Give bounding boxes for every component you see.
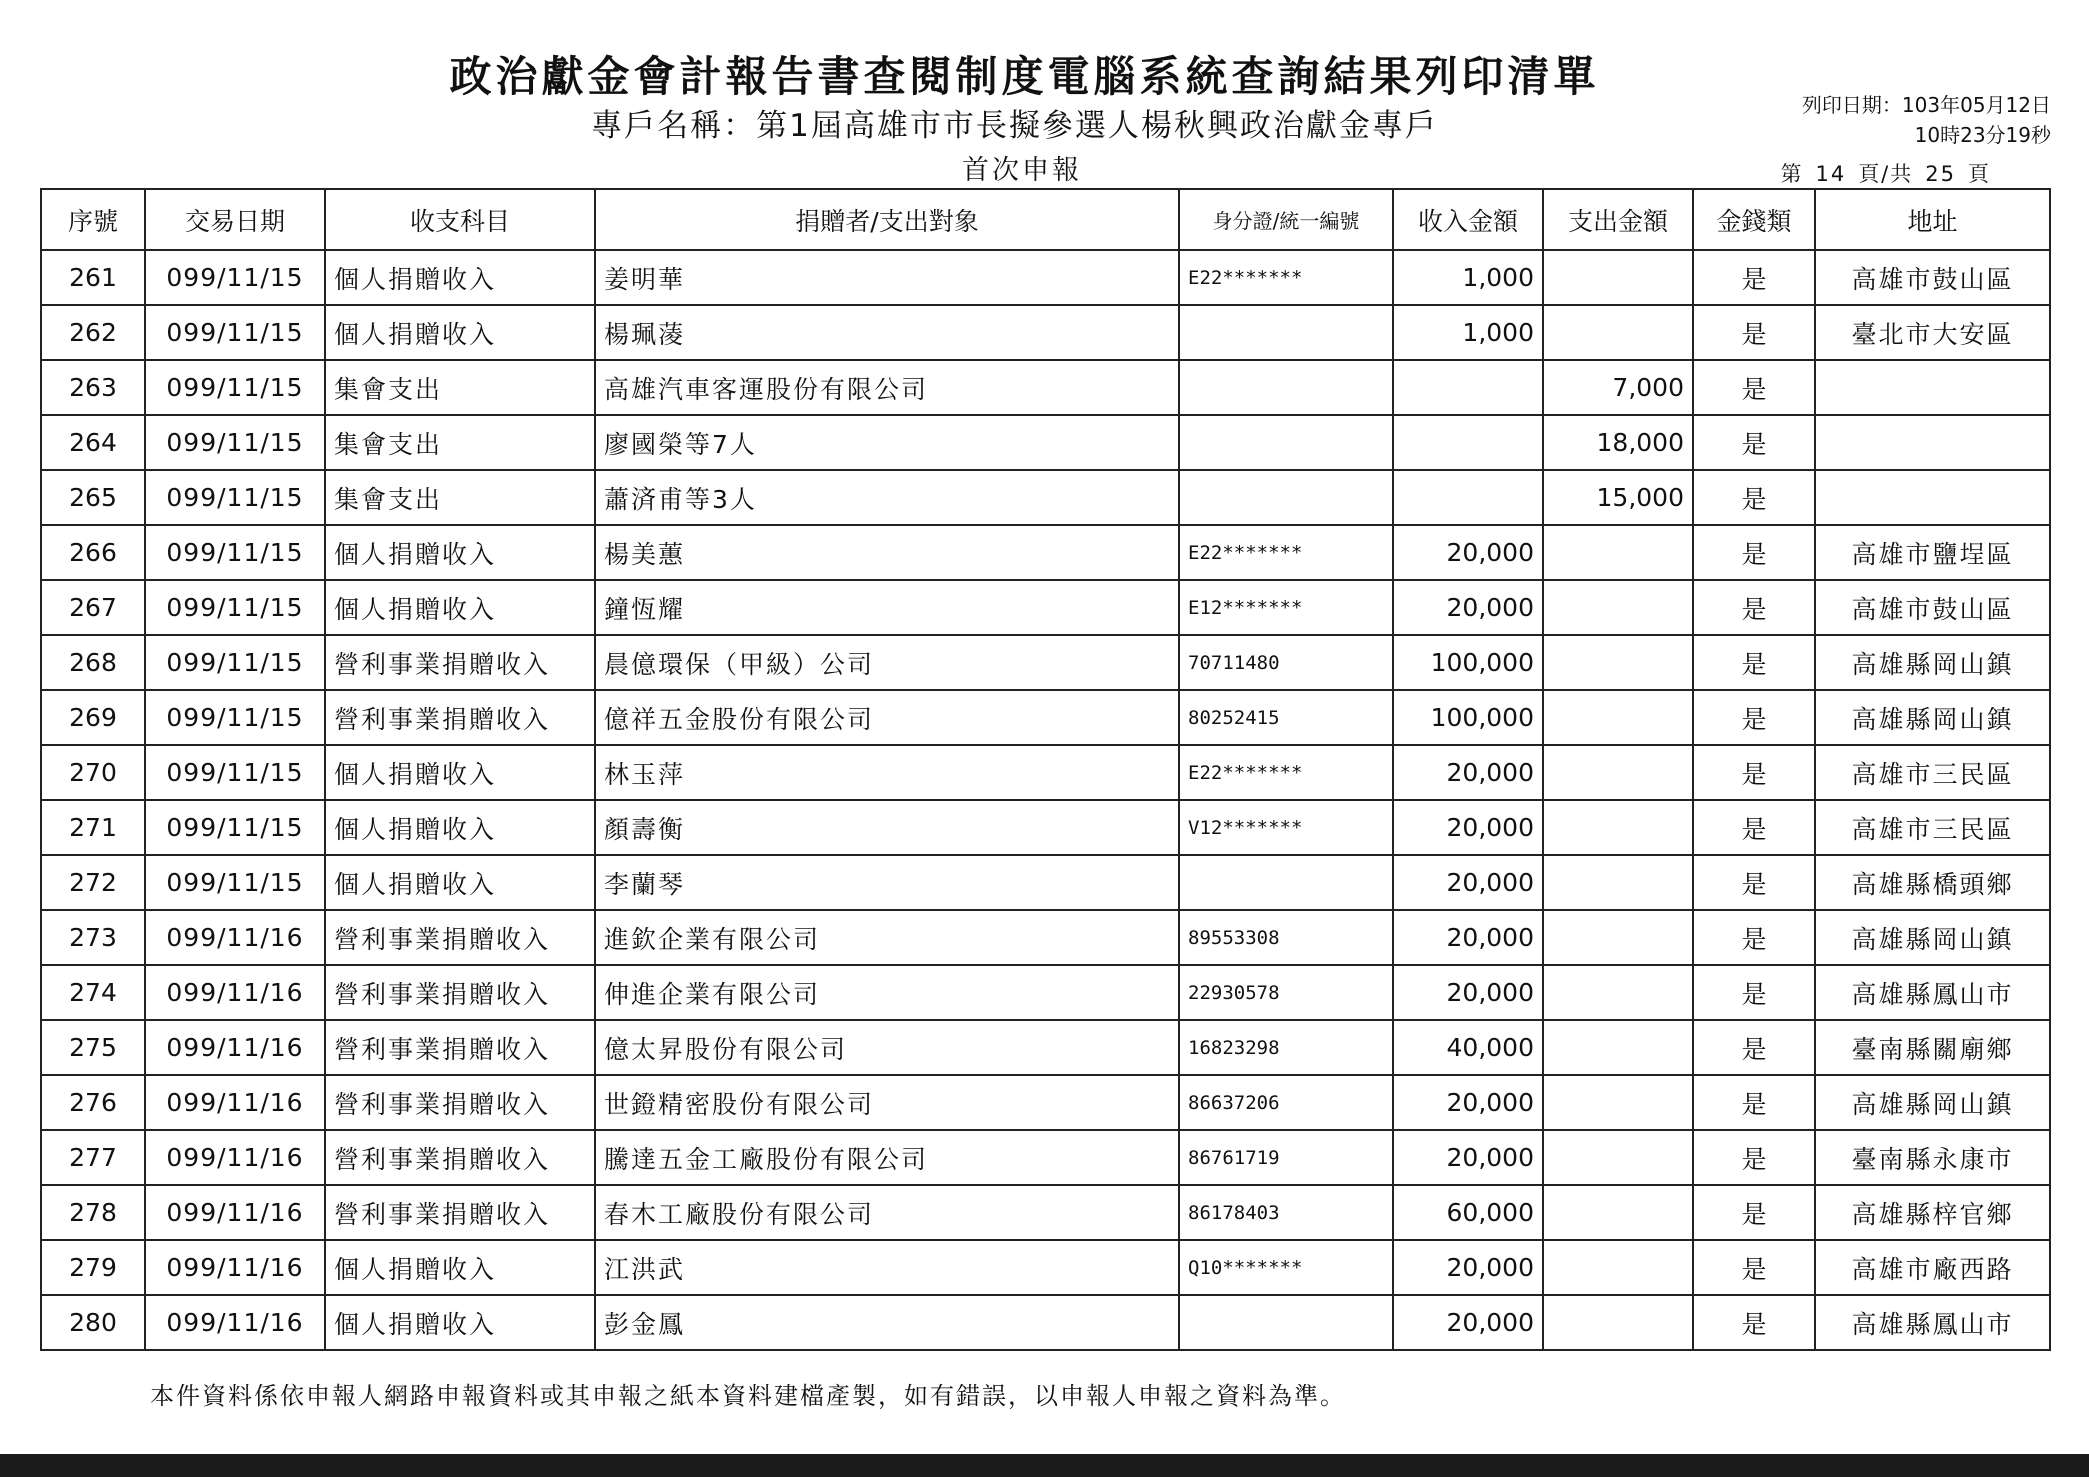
cell-id: 16823298 <box>1179 1020 1393 1075</box>
cell-income: 20,000 <box>1393 745 1543 800</box>
table-row <box>41 250 2050 305</box>
cell-id: 89553308 <box>1179 910 1393 965</box>
cell-category: 個人捐贈收入 <box>325 580 595 635</box>
cell-party: 林玉萍 <box>595 745 1179 800</box>
cell-address: 高雄市鼓山區 <box>1815 250 2050 305</box>
cell-cash: 是 <box>1693 1240 1815 1295</box>
cell-category: 營利事業捐贈收入 <box>325 965 595 1020</box>
cell-cash: 是 <box>1693 415 1815 470</box>
table-row <box>41 1020 2050 1075</box>
cell-id <box>1179 360 1393 415</box>
cell-id <box>1179 415 1393 470</box>
cell-address: 高雄市三民區 <box>1815 745 2050 800</box>
cell-expense <box>1543 635 1693 690</box>
cell-address: 臺南縣關廟鄉 <box>1815 1020 2050 1075</box>
print-date-label: 列印日期： <box>1801 93 1902 117</box>
cell-category: 個人捐贈收入 <box>325 305 595 360</box>
cell-seq: 266 <box>41 525 145 580</box>
cell-income <box>1393 470 1543 525</box>
account-label: 專戶名稱： <box>591 108 757 144</box>
cell-category: 營利事業捐贈收入 <box>325 910 595 965</box>
cell-date: 099/11/15 <box>145 855 325 910</box>
cell-income: 20,000 <box>1393 525 1543 580</box>
page-prefix: 第 <box>1780 162 1804 186</box>
cell-expense <box>1543 965 1693 1020</box>
cell-category: 集會支出 <box>325 360 595 415</box>
cell-date: 099/11/16 <box>145 1130 325 1185</box>
table-row <box>41 1295 2050 1350</box>
cell-party: 蕭済甫等3人 <box>595 470 1179 525</box>
report-type: 首次申報 <box>962 155 1082 186</box>
col-header-party: 捐贈者/支出對象 <box>595 189 1179 250</box>
cell-seq: 273 <box>41 910 145 965</box>
print-date-block <box>1802 90 2051 150</box>
cell-cash: 是 <box>1693 1020 1815 1075</box>
cell-income: 20,000 <box>1393 800 1543 855</box>
cell-category: 個人捐贈收入 <box>325 250 595 305</box>
cell-income: 20,000 <box>1393 910 1543 965</box>
cell-address: 高雄縣岡山鎮 <box>1815 1075 2050 1130</box>
cell-date: 099/11/16 <box>145 965 325 1020</box>
cell-date: 099/11/15 <box>145 360 325 415</box>
cell-address: 高雄縣岡山鎮 <box>1815 690 2050 745</box>
cell-category: 營利事業捐贈收入 <box>325 635 595 690</box>
cell-party: 楊美蕙 <box>595 525 1179 580</box>
cell-id: E22******* <box>1179 525 1393 580</box>
print-time: 10時23分19秒 <box>1914 123 2051 147</box>
cell-category: 個人捐贈收入 <box>325 1295 595 1350</box>
cell-expense <box>1543 580 1693 635</box>
cell-cash: 是 <box>1693 855 1815 910</box>
table-row <box>41 800 2050 855</box>
cell-expense: 15,000 <box>1543 470 1693 525</box>
col-header-address: 地址 <box>1815 189 2050 250</box>
cell-expense: 18,000 <box>1543 415 1693 470</box>
cell-date: 099/11/15 <box>145 800 325 855</box>
col-header-expense: 支出金額 <box>1543 189 1693 250</box>
cell-expense <box>1543 1020 1693 1075</box>
cell-income: 40,000 <box>1393 1020 1543 1075</box>
cell-expense <box>1543 855 1693 910</box>
cell-address <box>1815 360 2050 415</box>
cell-id: 80252415 <box>1179 690 1393 745</box>
cell-id <box>1179 305 1393 360</box>
cell-cash: 是 <box>1693 1295 1815 1350</box>
page-middle: 頁/共 <box>1858 162 1914 186</box>
cell-address: 高雄縣鳳山市 <box>1815 965 2050 1020</box>
table-row <box>41 305 2050 360</box>
table-row <box>41 1240 2050 1295</box>
cell-id <box>1179 470 1393 525</box>
cell-income: 20,000 <box>1393 1240 1543 1295</box>
cell-address: 高雄縣橋頭鄉 <box>1815 855 2050 910</box>
cell-address: 高雄縣梓官鄉 <box>1815 1185 2050 1240</box>
cell-seq: 275 <box>41 1020 145 1075</box>
cell-id: V12******* <box>1179 800 1393 855</box>
cell-category: 營利事業捐贈收入 <box>325 1130 595 1185</box>
cell-party: 鐘恆耀 <box>595 580 1179 635</box>
ledger-body <box>41 250 2050 1350</box>
cell-seq: 267 <box>41 580 145 635</box>
cell-date: 099/11/16 <box>145 1075 325 1130</box>
cell-cash: 是 <box>1693 250 1815 305</box>
cell-id: 86637206 <box>1179 1075 1393 1130</box>
footer-note: 本件資料係依申報人網路申報資料或其申報之紙本資料建檔產製，如有錯誤，以申報人申報之資料為準。 <box>150 1382 1346 1410</box>
cell-income: 20,000 <box>1393 965 1543 1020</box>
cell-id: 22930578 <box>1179 965 1393 1020</box>
cell-id: E12******* <box>1179 580 1393 635</box>
cell-address: 高雄市鹽埕區 <box>1815 525 2050 580</box>
cell-id: 86178403 <box>1179 1185 1393 1240</box>
cell-id <box>1179 1295 1393 1350</box>
cell-expense <box>1543 1240 1693 1295</box>
table-row <box>41 965 2050 1020</box>
cell-category: 營利事業捐贈收入 <box>325 1075 595 1130</box>
cell-address: 高雄市鼓山區 <box>1815 580 2050 635</box>
cell-date: 099/11/16 <box>145 1020 325 1075</box>
cell-date: 099/11/16 <box>145 1185 325 1240</box>
table-row <box>41 525 2050 580</box>
cell-address: 高雄縣鳳山市 <box>1815 1295 2050 1350</box>
cell-seq: 265 <box>41 470 145 525</box>
cell-cash: 是 <box>1693 470 1815 525</box>
cell-cash: 是 <box>1693 690 1815 745</box>
page-suffix: 頁 <box>1968 162 1991 186</box>
table-row <box>41 415 2050 470</box>
cell-income: 1,000 <box>1393 305 1543 360</box>
cell-party: 江洪武 <box>595 1240 1179 1295</box>
cell-cash: 是 <box>1693 360 1815 415</box>
cell-expense <box>1543 250 1693 305</box>
cell-category: 個人捐贈收入 <box>325 525 595 580</box>
cell-date: 099/11/15 <box>145 250 325 305</box>
table-row <box>41 360 2050 415</box>
cell-id <box>1179 855 1393 910</box>
cell-id: Q10******* <box>1179 1240 1393 1295</box>
account-name-line <box>0 100 2059 145</box>
cell-seq: 277 <box>41 1130 145 1185</box>
cell-income: 20,000 <box>1393 1295 1543 1350</box>
cell-party: 晨億環保（甲級）公司 <box>595 635 1179 690</box>
cell-date: 099/11/16 <box>145 1240 325 1295</box>
col-header-date: 交易日期 <box>145 189 325 250</box>
cell-id: 70711480 <box>1179 635 1393 690</box>
scan-edge-band <box>0 1454 2089 1477</box>
cell-address: 臺北市大安區 <box>1815 305 2050 360</box>
cell-seq: 263 <box>41 360 145 415</box>
cell-party: 億祥五金股份有限公司 <box>595 690 1179 745</box>
cell-id: 86761719 <box>1179 1130 1393 1185</box>
cell-party: 姜明華 <box>595 250 1179 305</box>
cell-party: 顏壽衡 <box>595 800 1179 855</box>
cell-seq: 278 <box>41 1185 145 1240</box>
print-date: 103年05月12日 <box>1901 93 2051 117</box>
table-row <box>41 745 2050 800</box>
cell-cash: 是 <box>1693 745 1815 800</box>
cell-date: 099/11/15 <box>145 635 325 690</box>
cell-party: 世鐙精密股份有限公司 <box>595 1075 1179 1130</box>
cell-address: 高雄市三民區 <box>1815 800 2050 855</box>
cell-seq: 274 <box>41 965 145 1020</box>
col-header-seq: 序號 <box>41 189 145 250</box>
cell-expense <box>1543 1185 1693 1240</box>
col-header-cash: 金錢類 <box>1693 189 1815 250</box>
account-name: 第1屆高雄市市長擬參選人楊秋興政治獻金專戶 <box>756 108 1438 144</box>
cell-seq: 261 <box>41 250 145 305</box>
table-row <box>41 1075 2050 1130</box>
cell-income <box>1393 415 1543 470</box>
cell-cash: 是 <box>1693 305 1815 360</box>
cell-expense <box>1543 745 1693 800</box>
cell-category: 營利事業捐贈收入 <box>325 690 595 745</box>
table-row <box>41 470 2050 525</box>
cell-date: 099/11/15 <box>145 745 325 800</box>
cell-seq: 264 <box>41 415 145 470</box>
cell-cash: 是 <box>1693 525 1815 580</box>
cell-income: 20,000 <box>1393 1130 1543 1185</box>
col-header-id: 身分證/統一編號 <box>1179 189 1393 250</box>
cell-expense <box>1543 910 1693 965</box>
cell-cash: 是 <box>1693 965 1815 1020</box>
cell-seq: 272 <box>41 855 145 910</box>
cell-income: 1,000 <box>1393 250 1543 305</box>
cell-seq: 279 <box>41 1240 145 1295</box>
cell-expense <box>1543 1295 1693 1350</box>
cell-date: 099/11/15 <box>145 415 325 470</box>
cell-cash: 是 <box>1693 635 1815 690</box>
cell-cash: 是 <box>1693 580 1815 635</box>
cell-income <box>1393 360 1543 415</box>
cell-category: 個人捐贈收入 <box>325 745 595 800</box>
table-row <box>41 1185 2050 1240</box>
cell-income: 100,000 <box>1393 690 1543 745</box>
cell-category: 集會支出 <box>325 415 595 470</box>
cell-address: 高雄市廠西路 <box>1815 1240 2050 1295</box>
cell-expense <box>1543 1130 1693 1185</box>
cell-category: 集會支出 <box>325 470 595 525</box>
cell-seq: 271 <box>41 800 145 855</box>
cell-party: 高雄汽車客運股份有限公司 <box>595 360 1179 415</box>
cell-expense <box>1543 800 1693 855</box>
cell-id: E22******* <box>1179 250 1393 305</box>
ledger-table <box>40 188 2051 1351</box>
page-current: 14 <box>1815 162 1847 186</box>
table-row <box>41 635 2050 690</box>
cell-party: 李蘭琴 <box>595 855 1179 910</box>
cell-income: 100,000 <box>1393 635 1543 690</box>
cell-party: 億太昇股份有限公司 <box>595 1020 1179 1075</box>
cell-address <box>1815 470 2050 525</box>
cell-category: 個人捐贈收入 <box>325 800 595 855</box>
cell-cash: 是 <box>1693 1185 1815 1240</box>
table-header-row <box>41 189 2050 250</box>
cell-expense <box>1543 690 1693 745</box>
cell-income: 20,000 <box>1393 1075 1543 1130</box>
cell-seq: 270 <box>41 745 145 800</box>
col-header-income: 收入金額 <box>1393 189 1543 250</box>
cell-party: 彭金鳳 <box>595 1295 1179 1350</box>
table-row <box>41 690 2050 745</box>
cell-seq: 262 <box>41 305 145 360</box>
cell-category: 個人捐贈收入 <box>325 855 595 910</box>
cell-cash: 是 <box>1693 1075 1815 1130</box>
cell-seq: 280 <box>41 1295 145 1350</box>
cell-category: 營利事業捐贈收入 <box>325 1020 595 1075</box>
cell-party: 廖國榮等7人 <box>595 415 1179 470</box>
cell-party: 楊珮蓤 <box>595 305 1179 360</box>
cell-address: 高雄縣岡山鎮 <box>1815 635 2050 690</box>
cell-income: 60,000 <box>1393 1185 1543 1240</box>
table-row <box>41 910 2050 965</box>
cell-category: 營利事業捐贈收入 <box>325 1185 595 1240</box>
cell-seq: 276 <box>41 1075 145 1130</box>
cell-date: 099/11/15 <box>145 580 325 635</box>
cell-category: 個人捐贈收入 <box>325 1240 595 1295</box>
cell-party: 騰達五金工廠股份有限公司 <box>595 1130 1179 1185</box>
cell-cash: 是 <box>1693 910 1815 965</box>
cell-income: 20,000 <box>1393 855 1543 910</box>
cell-cash: 是 <box>1693 1130 1815 1185</box>
page-total: 25 <box>1925 162 1956 186</box>
cell-date: 099/11/15 <box>145 305 325 360</box>
table-row <box>41 1130 2050 1185</box>
cell-address: 高雄縣岡山鎮 <box>1815 910 2050 965</box>
cell-date: 099/11/16 <box>145 910 325 965</box>
cell-seq: 268 <box>41 635 145 690</box>
cell-party: 伸進企業有限公司 <box>595 965 1179 1020</box>
cell-expense <box>1543 525 1693 580</box>
cell-address <box>1815 415 2050 470</box>
cell-party: 進欽企業有限公司 <box>595 910 1179 965</box>
table-row <box>41 855 2050 910</box>
cell-date: 099/11/15 <box>145 690 325 745</box>
cell-expense <box>1543 1075 1693 1130</box>
cell-expense: 7,000 <box>1543 360 1693 415</box>
cell-cash: 是 <box>1693 800 1815 855</box>
col-header-category: 收支科目 <box>325 189 595 250</box>
cell-date: 099/11/15 <box>145 525 325 580</box>
table-row <box>41 580 2050 635</box>
cell-date: 099/11/15 <box>145 470 325 525</box>
cell-expense <box>1543 305 1693 360</box>
cell-id: E22******* <box>1179 745 1393 800</box>
document-title: 政治獻金會計報告書查閱制度電腦系統查詢結果列印清單 <box>449 52 1600 101</box>
cell-address: 臺南縣永康市 <box>1815 1130 2050 1185</box>
cell-income: 20,000 <box>1393 580 1543 635</box>
cell-date: 099/11/16 <box>145 1295 325 1350</box>
cell-seq: 269 <box>41 690 145 745</box>
page-info <box>1774 158 1997 188</box>
cell-party: 春木工廠股份有限公司 <box>595 1185 1179 1240</box>
